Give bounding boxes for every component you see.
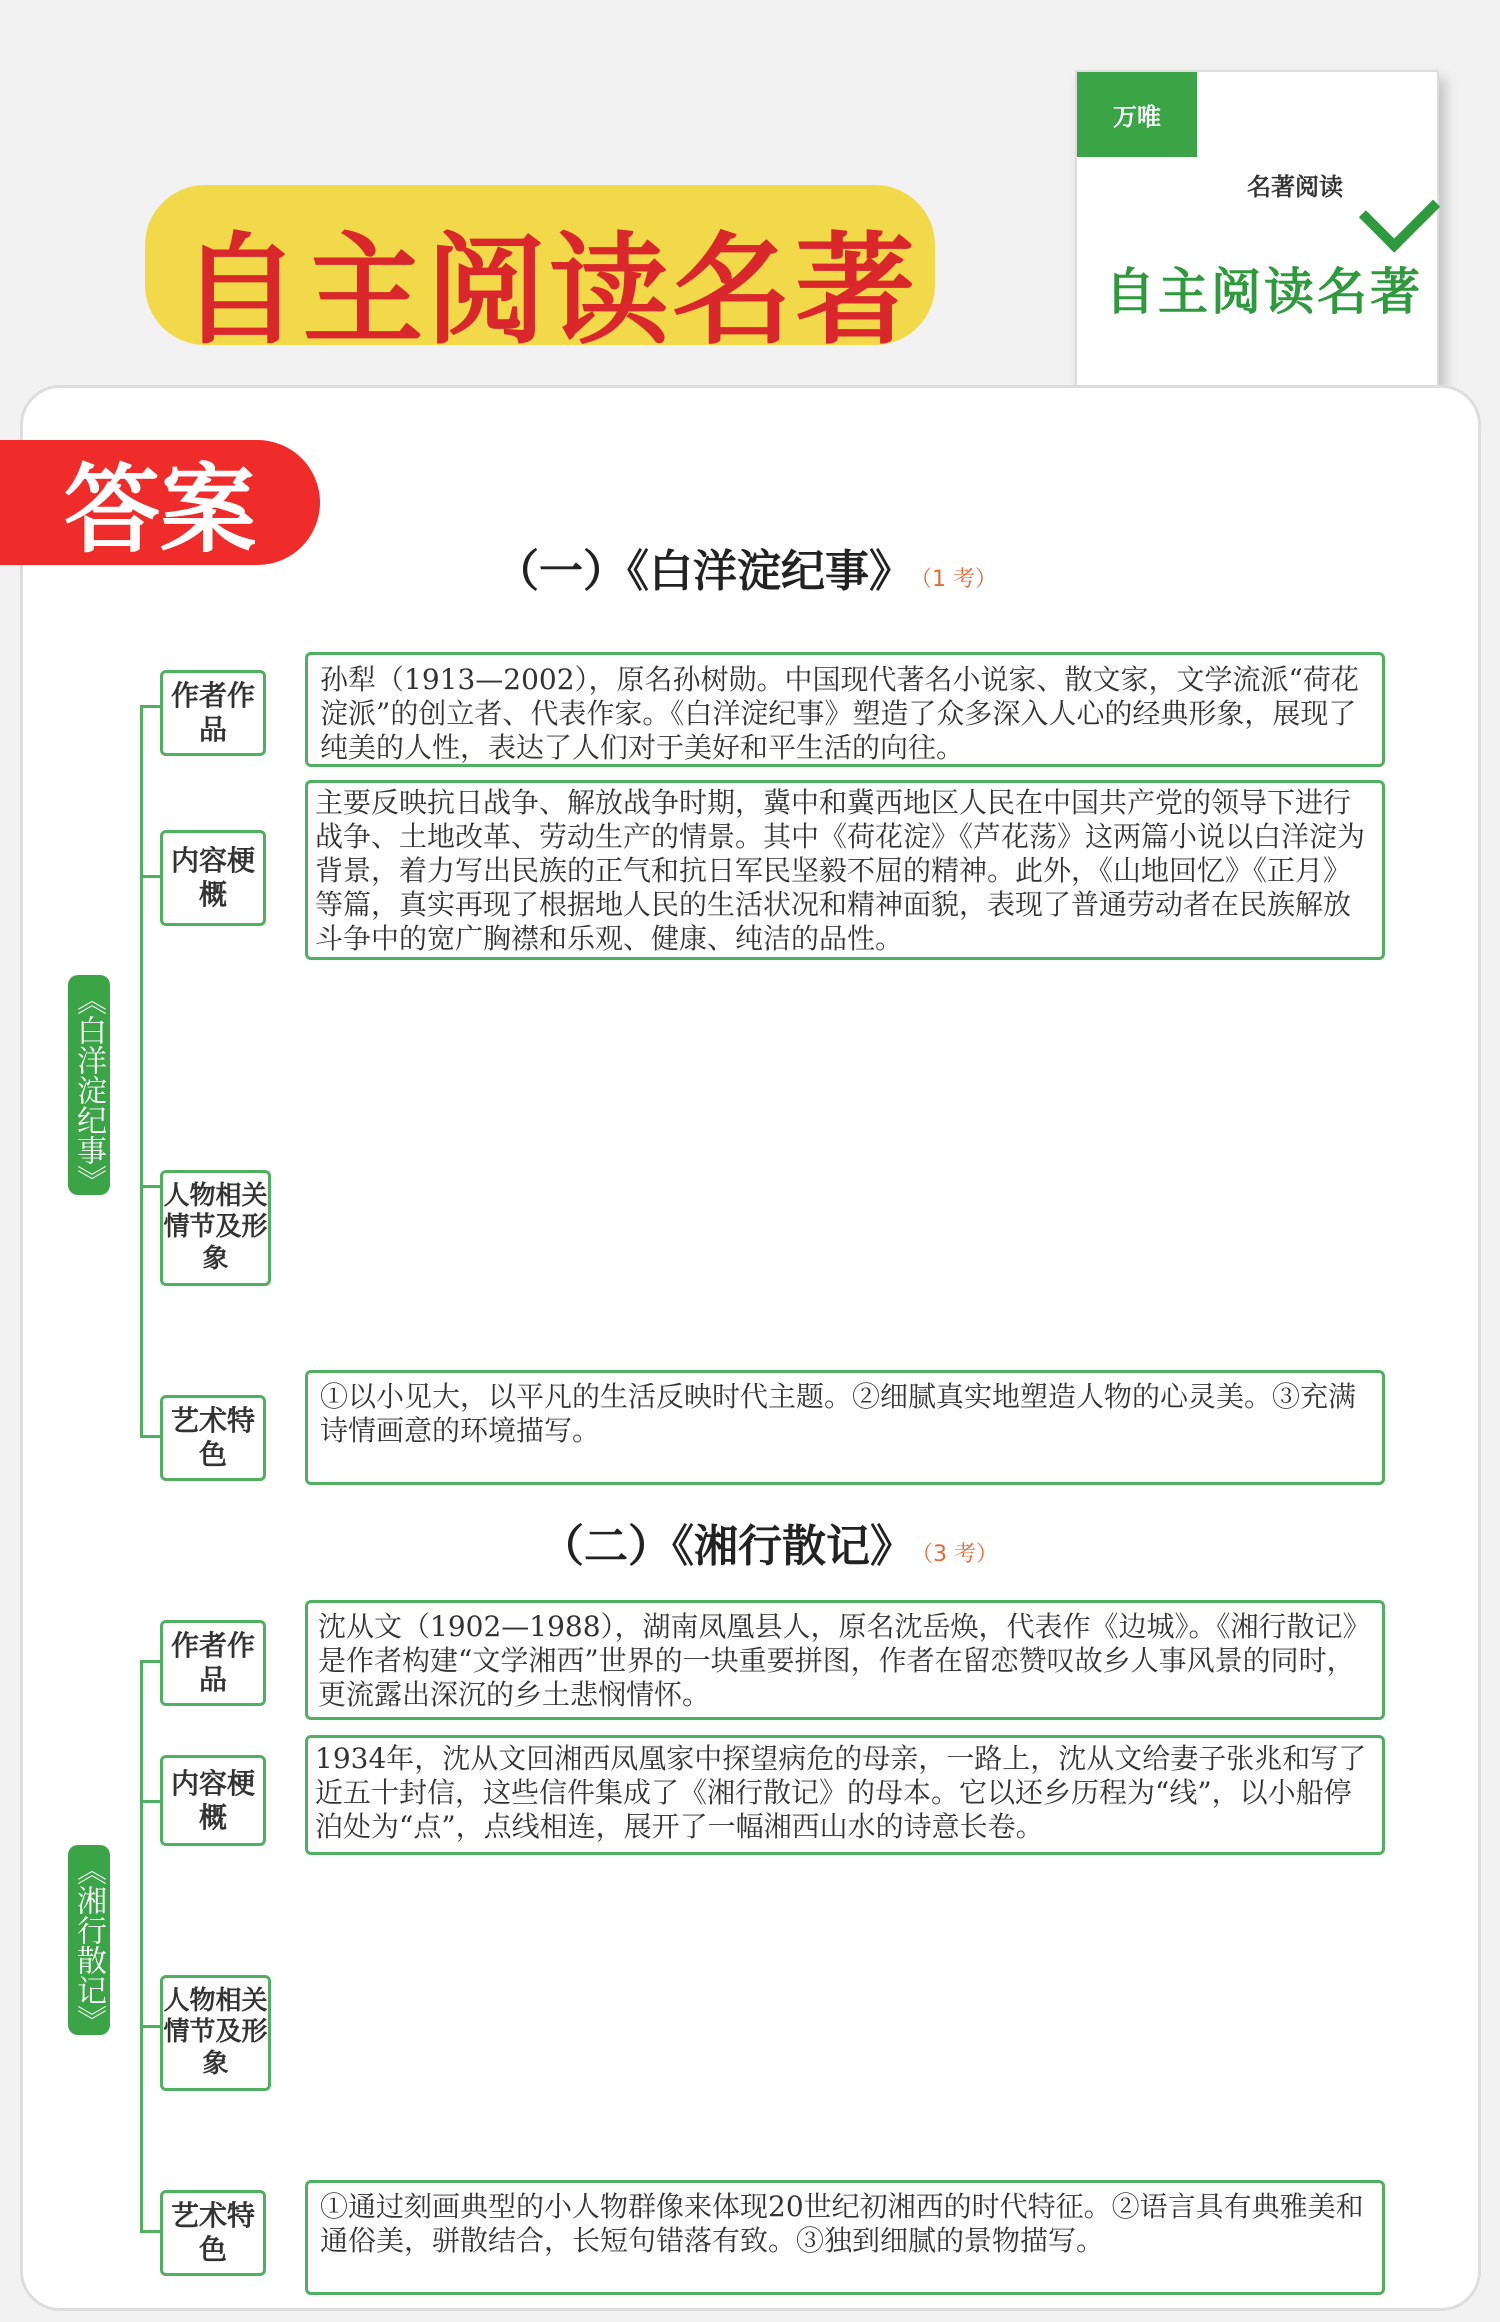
section-1-branch-author	[140, 705, 160, 708]
section-1-branch-content	[140, 875, 160, 878]
answers-tag: 答案	[0, 440, 320, 565]
section-1-content-text: 主要反映抗日战争、解放战争时期，冀中和冀西地区人民在中国共产党的领导下进行战争、土地改革、劳动生产的情景。其中《荷花淀》《芦花荡》这两篇小说以白洋淀为背景，着力写出民族的正气和抗日军民坚毅不屈的精神。此外，《山地回忆》《正月》等篇，真实再现了根据地人民的生活状况和精神面貌，表现了普通劳动者在民族解放斗争中的宽广胸襟和乐观、健康、纯洁的品性。	[315, 786, 1366, 955]
page-title: 自主阅读名著	[180, 222, 918, 361]
section-2-branch-characters	[140, 2025, 160, 2028]
section-1-content-label: 内容梗概	[160, 830, 266, 926]
book-brand: 万唯	[1077, 72, 1197, 157]
section-1-count: （1 考）	[921, 567, 997, 592]
section-2-author-text: 沈从文（1902—1988），湖南凤凰县人，原名沈岳焕，代表作《边城》。《湘行散记》是作者构建“文学湘西”世界的一块重要拼图，作者在留恋赞叹故乡人事风景的同时，更流露出深沉的乡土悲悯情怀。	[318, 1610, 1371, 1711]
section-2-title-text: （二）《湘行散记》	[540, 1521, 914, 1572]
section-2-art-label: 艺术特色	[160, 2190, 266, 2276]
section-2-content-text: 1934年，沈从文回湘西凤凰家中探望病危的母亲，一路上，沈从文给妻子张兆和写了近五十封信，这些信件集成了《湘行散记》的母本。它以还乡历程为“线”，以小船停泊处为“点”，点线相连，展开了一幅湘西山水的诗意长卷。	[315, 1742, 1367, 1843]
section-1-author-text: 孙犁（1913—2002），原名孙树勋。中国现代著名小说家、散文家，文学流派“荷花淀派”的创立者、代表作家。《白洋淀纪事》塑造了众多深入人心的经典形象，展现了纯美的人性，表达了人们对于美好和平生活的向往。	[320, 663, 1359, 764]
section-1-author-label: 作者作品	[160, 670, 266, 756]
section-2-spine	[140, 1660, 143, 2230]
section-1-title	[495, 535, 997, 599]
section-1-spine	[140, 705, 143, 1435]
book-series-name: 名著阅读	[1247, 173, 1343, 201]
section-1-vertical-label: 《白洋淀纪事》	[68, 975, 110, 1195]
section-2-branch-art	[140, 2230, 160, 2233]
section-2-branch-author	[140, 1660, 160, 1663]
check-icon	[1359, 171, 1440, 252]
section-2-branch-content	[140, 1800, 160, 1803]
section-1-art-label: 艺术特色	[160, 1395, 266, 1481]
section-1-title-text: （一）《白洋淀纪事》	[495, 546, 913, 597]
section-1-characters-label: 人物相关情节及形象	[160, 1170, 271, 1286]
section-2-author-label: 作者作品	[160, 1620, 266, 1706]
section-2-count: （3 考）	[922, 1542, 998, 1567]
section-1-branch-characters	[140, 1185, 160, 1188]
section-2-title	[540, 1510, 998, 1574]
book-title: 自主阅读名著	[1105, 263, 1423, 321]
section-2-content-label: 内容梗概	[160, 1755, 266, 1846]
section-1-branch-art	[140, 1435, 160, 1438]
section-2-art-text: ①通过刻画典型的小人物群像来体现20世纪初湘西的时代特征。②语言具有典雅美和通俗美，骈散结合，长短句错落有致。③独到细腻的景物描写。	[320, 2190, 1364, 2257]
section-2-characters-label: 人物相关情节及形象	[160, 1975, 271, 2091]
section-1-art-text: ①以小见大，以平凡的生活反映时代主题。②细腻真实地塑造人物的心灵美。③充满诗情画意的环境描写。	[320, 1380, 1357, 1447]
section-2-vertical-label: 《湘行散记》	[68, 1845, 110, 2035]
